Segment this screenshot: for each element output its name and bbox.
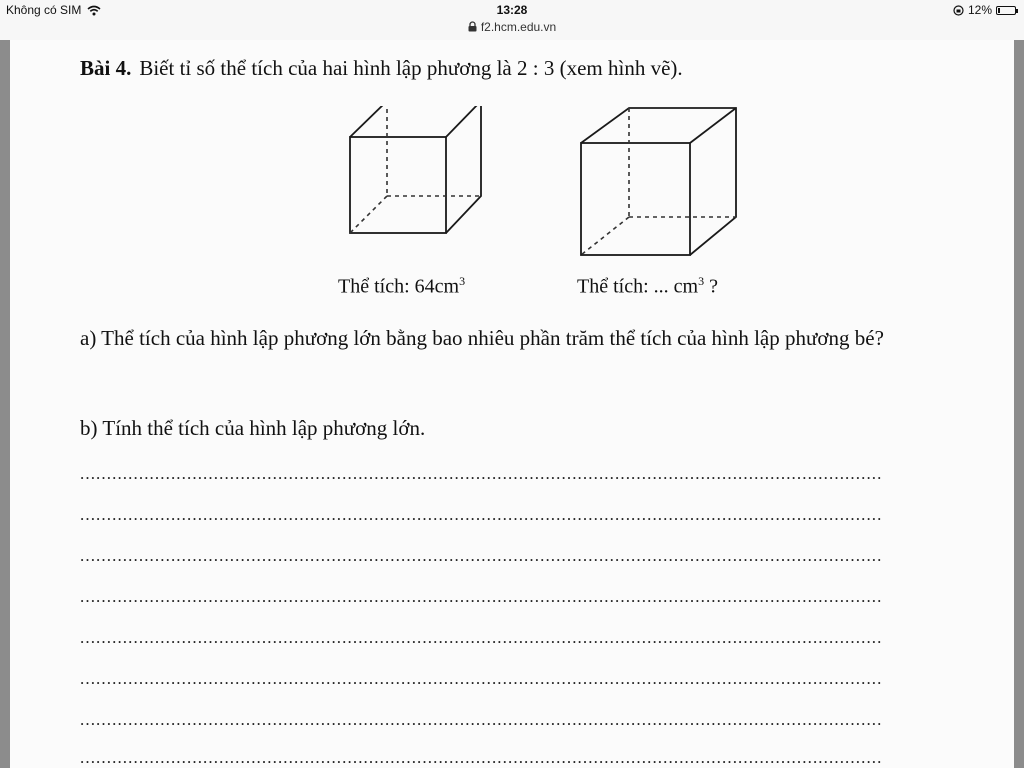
answer-line: ...................................................................................................................................................... (80, 628, 883, 647)
answer-line: ...................................................................................................................................................... (80, 710, 883, 729)
question-a: a) Thể tích của hình lập phương lớn bằng bao nhiêu phần trăm thể tích của hình lập phương bé? (80, 326, 884, 350)
answer-line: ...................................................................................................................................................... (80, 464, 883, 483)
small-cube-caption: Thể tích: $64cm^3$ (338, 274, 466, 298)
answer-line: ...................................................................................................................................................... (80, 546, 883, 565)
large-cube-caption: Thể tích: ... $cm^3$ ? (577, 274, 718, 298)
battery-indicator (953, 3, 1016, 17)
battery-icon (996, 6, 1016, 15)
carrier-label: Không có SIM (6, 3, 82, 17)
small-cube-diagram (325, 106, 485, 266)
problem-text: Biết tỉ số thể tích của hai hình lập phương là 2 : 3 (xem hình vẽ). (139, 56, 683, 80)
battery-fill (998, 8, 1000, 13)
answer-line: ...................................................................................................................................................... (80, 748, 883, 767)
problem-label: Bài 4. (80, 56, 132, 80)
address-bar[interactable] (0, 20, 1024, 34)
battery-percent: 12% (967, 3, 992, 17)
question-b: b) Tính thể tích của hình lập phương lớn. (80, 416, 426, 440)
clock: 13:28 (496, 3, 528, 17)
cube-figure (80, 98, 970, 308)
answer-line: ...................................................................................................................................................... (80, 587, 883, 606)
answer-line: ...................................................................................................................................................... (80, 669, 883, 688)
url-text: f2.hcm.edu.vn (480, 20, 557, 34)
problem-statement (80, 56, 683, 81)
document-page[interactable] (10, 40, 1014, 768)
large-cube-diagram (560, 98, 740, 268)
status-bar (0, 0, 1024, 40)
answer-line: ...................................................................................................................................................... (80, 505, 883, 524)
orientation-lock-icon (953, 5, 964, 16)
lock-icon (468, 21, 477, 32)
